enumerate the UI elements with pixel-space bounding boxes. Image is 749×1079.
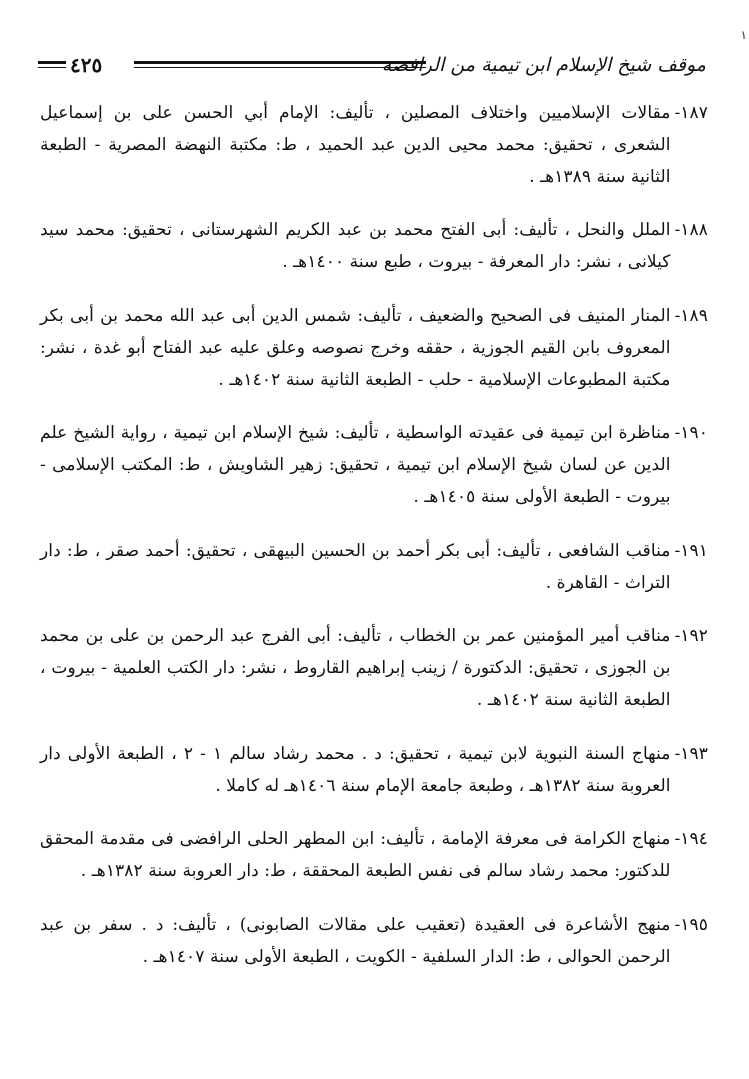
bibliography-entry <box>40 621 708 716</box>
entry-number: ١٩٠- <box>674 423 708 444</box>
page-number: ٤٢٥ <box>70 53 103 77</box>
bibliography-entry <box>40 215 708 279</box>
bibliography-entry <box>40 301 708 396</box>
bibliography-entry <box>40 824 708 888</box>
edge-mark: ١ <box>740 28 747 42</box>
bibliography-entry <box>40 739 708 803</box>
entry-text: مناقب الشافعى ، تأليف: أبى بكر أحمد بن الحسين البيهقى ، تحقيق: أحمد صقر ، ط: دار التراث - القاهرة . <box>40 540 671 593</box>
entry-number: ١٩١- <box>674 540 708 561</box>
running-header <box>38 50 706 90</box>
entry-text: المنار المنيف فى الصحيح والضعيف ، تأليف: شمس الدين أبى عبد الله محمد بن أبى بكر المعروف بابن القيم الجوزية ، حققه وخرج نصوصه وعلق عليه عبد الفتاح أبو غدة ، نشر: مكتبة المطبوعات الإسلامية - حلب - الطبعة الثانية سنة ١٤٠٢هـ . <box>40 305 671 390</box>
bibliography-entry <box>40 536 708 600</box>
entry-text: منهج الأشاعرة فى العقيدة (تعقيب على مقالات الصابونى) ، تأليف: د . سفر بن عبد الرحمن الحوالى ، ط: الدار السلفية - الكويت ، الطبعة الأولى سنة ١٤٠٧هـ . <box>40 914 671 967</box>
entry-number: ١٩٢- <box>674 626 708 647</box>
bibliography-list <box>40 98 708 996</box>
entry-text: مناظرة ابن تيمية فى عقيدته الواسطية ، تأليف: شيخ الإسلام ابن تيمية ، رواية الشيخ علم الدين عن لسان شيخ الإسلام ابن تيمية ، تحقيق: زهير الشاويش ، ط: المكتب الإسلامى - بيروت - الطبعة الأولى سنة ١٤٠٥هـ . <box>40 423 671 507</box>
entry-number: ١٩٤- <box>674 829 708 850</box>
bibliography-entry <box>40 98 708 193</box>
entry-number: ١٨٩- <box>674 305 708 326</box>
entry-text: الملل والنحل ، تأليف: أبى الفتح محمد بن عبد الكريم الشهرستانى ، تحقيق: محمد سيد كيلانى ، نشر: دار المعرفة - بيروت ، طبع سنة ١٤٠٠هـ . <box>40 220 671 273</box>
entry-text: مقالات الإسلاميين واختلاف المصلين ، تأليف: الإمام أبي الحسن على بن إسماعيل الشعرى ، تحقيق: محمد محيى الدين عبد الحميد ، ط: مكتبة النهضة المصرية - الطبعة الثانية سنة ١٣٨٩هـ . <box>40 103 671 187</box>
header-rule <box>134 61 426 68</box>
entry-text: منهاج الكرامة فى معرفة الإمامة ، تأليف: ابن المطهر الحلى الرافضى فى مقدمة المحقق للدكتور: محمد رشاد سالم فى نفس الطبعة المحققة ، ط: دار العروبة سنة ١٣٨٢هـ . <box>40 829 671 882</box>
entry-number: ١٨٧- <box>674 103 708 123</box>
header-title: موقف شيخ الإسلام ابن تيمية من الرافضة <box>381 54 706 76</box>
bibliography-entry <box>40 910 708 974</box>
entry-text: مناقب أمير المؤمنين عمر بن الخطاب ، تأليف: أبى الفرج عبد الرحمن بن على بن محمد بن الجوزى ، تحقيق: الدكتورة / زينب إبراهيم القاروط ، نشر: دار الكتب العلمية - بيروت ، الطبعة الثانية سنة ١٤٠٢هـ . <box>40 626 671 710</box>
header-rule-left <box>38 61 66 68</box>
bibliography-entry <box>40 418 708 513</box>
entry-number: ١٨٨- <box>674 220 708 241</box>
entry-number: ١٩٥- <box>674 914 708 935</box>
entry-text: منهاج السنة النبوية لابن تيمية ، تحقيق: د . محمد رشاد سالم ١ - ٢ ، الطبعة الأولى دار العروبة سنة ١٣٨٢هـ ، وطبعة جامعة الإمام سنة ١٤٠٦هـ له كاملا . <box>40 743 671 796</box>
entry-number: ١٩٣- <box>674 743 708 764</box>
